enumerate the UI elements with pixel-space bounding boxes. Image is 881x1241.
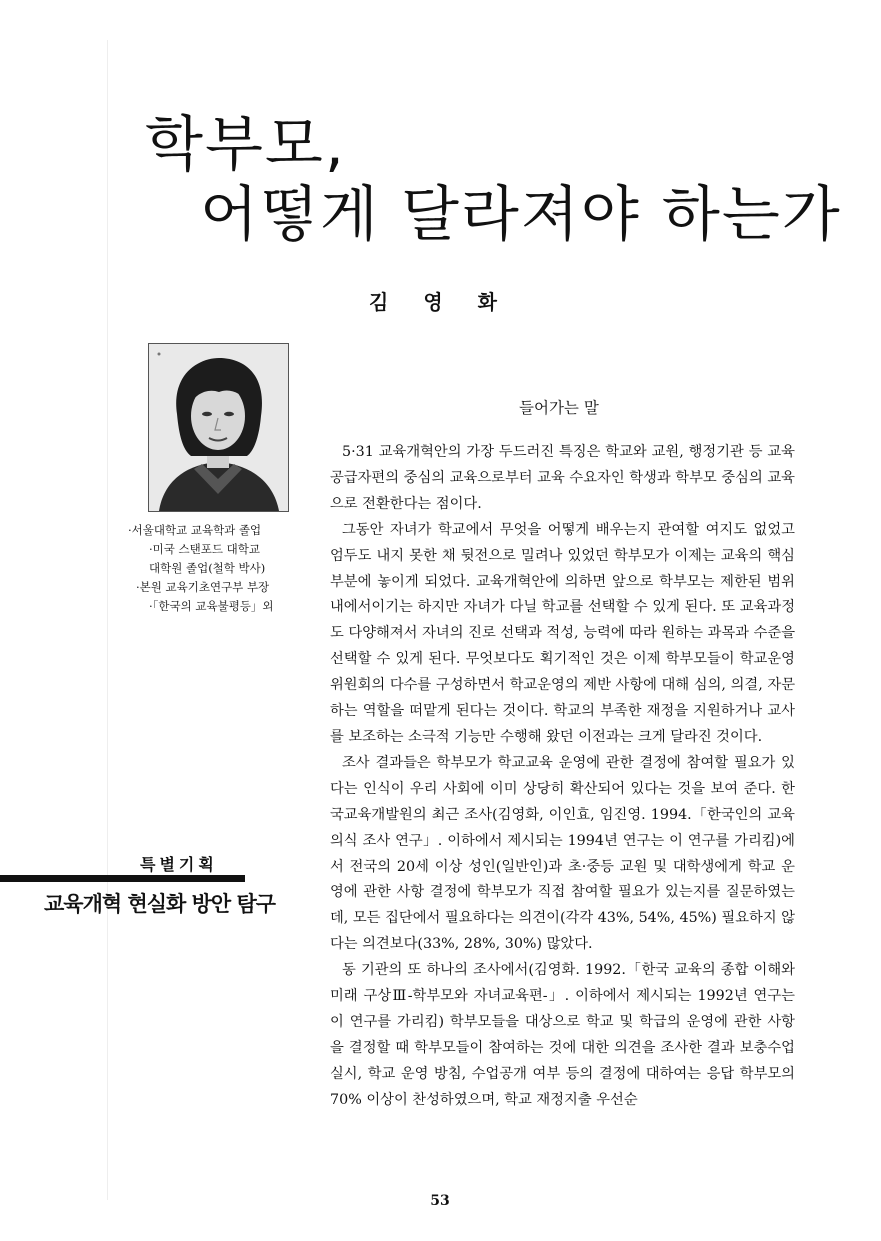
bio-line: ·본원 교육기초연구부 부장 [136,580,270,594]
author-name: 김 영 화 [369,290,511,314]
bio-line: ·「한국의 교육불평등」외 [149,599,274,613]
section-heading: 들어가는 말 [519,399,599,417]
body-paragraph: 동 기관의 또 하나의 조사에서(김영화. 1992.「한국 교육의 종합 이해와 미래 구상Ⅲ-학부모와 자녀교육편-」. 이하에서 제시되는 1992년 연구는 이 연구를 가리킴) 학부모들을 대상으로 학교 및 학급의 운영에 관한 사항을 결정할 때 학부모들이 참여하는 것에 대한 의견을 조사한 결과 보충수업 실시, 학교 운영 방침, 수업공개 여부 등의 결정에 대하여는 응답 학부모의 70% 이상이 찬성하였으며, 학교 재정지출 우선순 [330,962,795,1108]
banner-divider-bar [0,875,245,882]
page-number: 53 [430,1193,450,1209]
scan-margin-line [107,40,108,1200]
title-line-1: 학부모, [145,110,346,180]
special-feature-label: 특별기획 [140,855,218,874]
title-line-2: 어떻게 달라져야 하는가 [200,180,842,250]
special-feature-title: 교육개혁 현실화 방안 탐구 [44,892,276,916]
body-paragraph: 5·31 교육개혁안의 가장 두드러진 특징은 학교와 교원, 행정기관 등 교육 공급자편의 중심의 교육으로부터 교육 수요자인 학생과 학부모 중심의 교육으로 전환한다는 점이다. [330,444,795,512]
author-photo [148,343,289,512]
article-body [330,440,795,1114]
body-paragraph: 조사 결과들은 학부모가 학교교육 운영에 관한 결정에 참여할 필요가 있다는 인식이 우리 사회에 이미 상당히 확산되어 있다는 것을 보여 준다. 한국교육개발원의 최근 조사(김영화, 이인효, 임진영. 1994.「한국인의 교육 의식 조사 연구」. 이하에서 제시되는 1994년 연구는 이 연구를 가리킴)에서 전국의 20세 이상 성인(일반인)과 초·중등 교원 및 대학생에게 학교 운영에 관한 사항 결정에 학부모가 직접 참여할 필요가 있는지를 질문하였는데, 모든 집단에서 필요하다는 의견이(각각 43%, 54%, 45%) 필요하지 않다는 의견보다(33%, 28%, 30%) 많았다. [330,754,795,953]
author-portrait-image [149,344,288,511]
bio-line: 대학원 졸업(철학 박사) [149,561,266,575]
body-paragraph: 그동안 자녀가 학교에서 무엇을 어떻게 배우는지 관여할 여지도 없었고 엄두도 내지 못한 채 뒷전으로 밀려나 있었던 학부모가 이제는 교육의 핵심 부분에 놓이게 되었다. 교육개혁안에 의하면 앞으로 학부모는 제한된 범위 내에서이기는 하지만 자녀가 다닐 학교를 선택할 수 있게 된다. 또 교육과정도 다양해져서 자녀의 진로 선택과 적성, 능력에 따라 원하는 과목과 수준을 선택할 수 있게 된다. 무엇보다도 획기적인 것은 이제 학부모들이 학교운영위원회의 다수를 구성하면서 학교운영의 제반 사항에 대해 심의, 의결, 자문하는 역할을 떠맡게 된다는 것이다. 학교의 부족한 재정을 지원하거나 교사를 보조하는 소극적 기능만 수행해 왔던 이전과는 크게 달라진 것이다. [330,521,795,745]
author-bio [128,521,298,616]
bio-line: ·미국 스탠포드 대학교 [149,542,260,556]
bio-line: ·서울대학교 교육학과 졸업 [128,523,262,537]
